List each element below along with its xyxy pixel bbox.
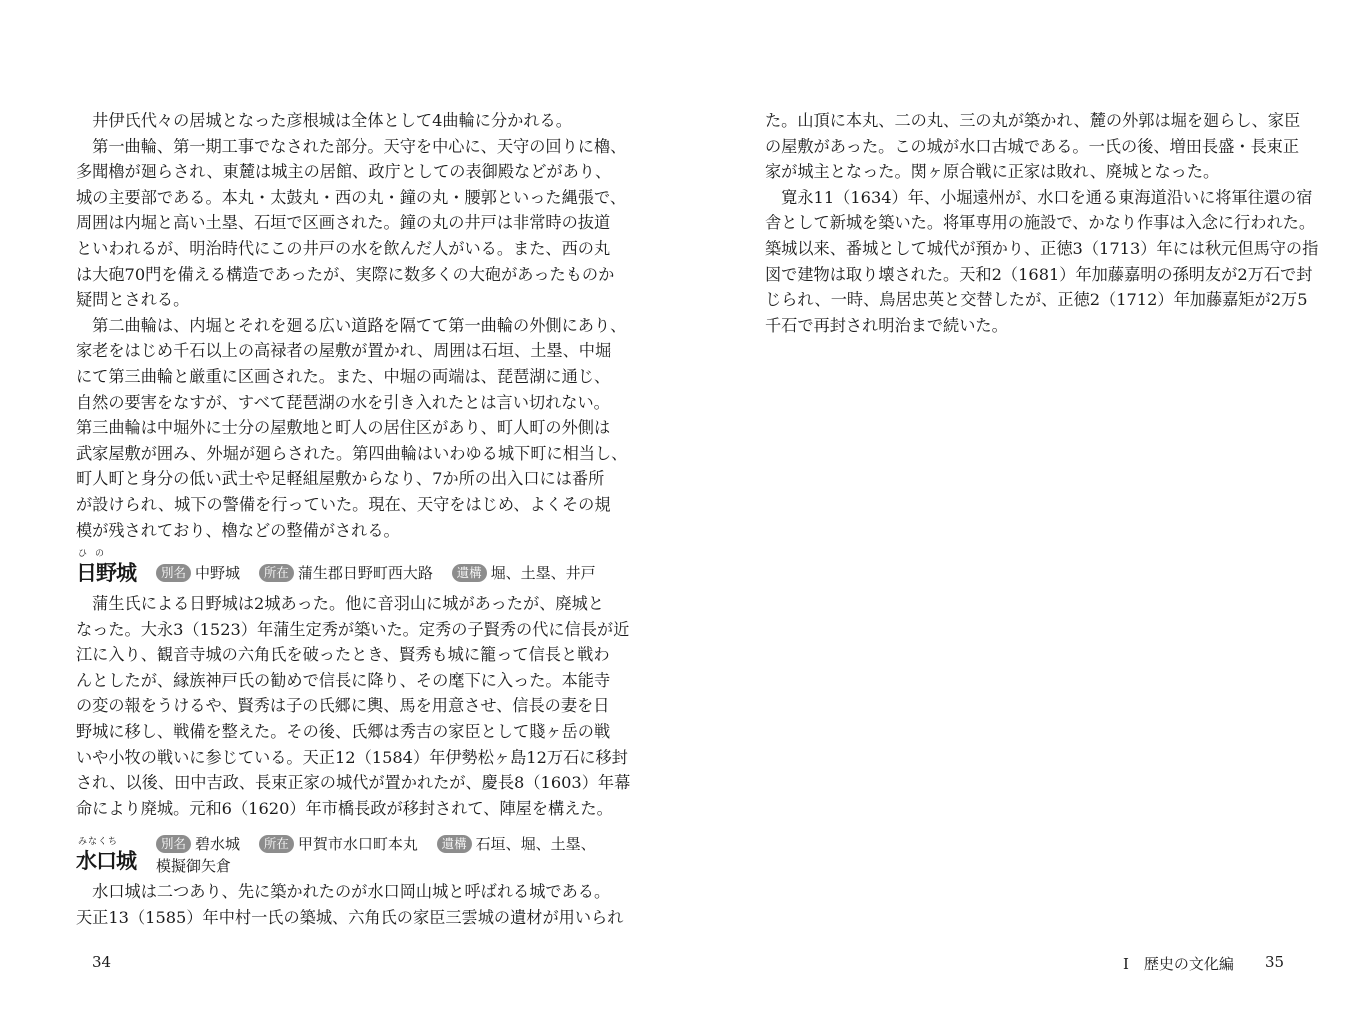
text-line: が設けられ、城下の警備を行っていた。現在、天守をはじめ、よくその規: [76, 494, 611, 514]
hino-castle-heading: [76, 543, 616, 591]
text-line: 多聞櫓が廻らされ、東麓は城主の居館、政庁としての表御殿などがあり、: [76, 162, 612, 182]
text-line: じられ、一時、鳥居忠英と交替したが、正徳2（1712）年加藤嘉矩が2万5: [765, 290, 1308, 310]
text-line: 第三曲輪は中堀外に士分の屋敷地と町人の居住区があり、町人町の外側は: [76, 418, 611, 438]
castle-name-ruby: ひの: [78, 549, 113, 560]
remains-badge: 遺構: [437, 835, 472, 853]
alias-badge: 別名: [156, 564, 191, 582]
castle-name-ruby: みなくち: [78, 837, 119, 848]
text-line: され、以後、田中吉政、長束正家の城代が置かれたが、慶長8（1603）年幕: [76, 773, 631, 793]
text-line: 周囲は内堀と高い土塁、石垣で区画された。鐘の丸の井戸は非常時の抜道: [76, 213, 611, 233]
running-head: Ⅰ 歴史の文化編: [1123, 955, 1234, 973]
castle-name-text: 日野城: [76, 561, 136, 586]
remains-value: 石垣、堀、土塁、: [475, 835, 596, 854]
text-line: 千石で再封され明治まで続いた。: [765, 315, 1008, 335]
text-line: 野城に移し、戦備を整えた。その後、氏郷は秀吉の家臣として賤ヶ岳の戦: [76, 722, 611, 742]
page-number-left: 34: [92, 953, 112, 971]
text-line: は大砲70門を備える構造であったが、実際に数多くの大砲があったものか: [76, 264, 615, 284]
remains-badge: 遺構: [452, 564, 487, 582]
alias-value: 中野城: [195, 564, 241, 583]
text-line: 天正13（1585）年中村一氏の築城、六角氏の家臣三雲城の遺材が用いられ: [76, 908, 624, 928]
text-line: 町人町と身分の低い武士や足軽組屋敷からなり、7か所の出入口には番所: [76, 469, 605, 489]
text-line: 第二曲輪は、内堀とそれを廻る広い道路を隔てて第一曲輪の外側にあり、: [76, 315, 627, 335]
text-line: 水口城は二つあり、先に築かれたのが水口岡山城と呼ばれる城である。: [76, 882, 611, 902]
right-page-body: [765, 108, 1319, 338]
text-line: 命により廃城。元和6（1620）年市橋長政が移封されて、陣屋を構えた。: [76, 798, 613, 818]
page-number-right: 35: [1265, 953, 1285, 971]
text-line: 築城以来、番城として城代が預かり、正徳3（1713）年には秋元但馬守の指: [765, 238, 1319, 258]
text-line: 家老をはじめ千石以上の高禄者の屋敷が置かれ、周囲は石垣、土塁、中堀: [76, 341, 612, 361]
remains-value-continued: 模擬御矢倉: [156, 857, 232, 876]
text-line: 家が城主となった。関ヶ原合戦に正家は敗れ、廃城となった。: [765, 162, 1220, 182]
text-line: の変の報をうけるや、賢秀は子の氏郷に輿、馬を用意させ、信長の妻を日: [76, 696, 610, 716]
location-badge: 所在: [259, 835, 294, 853]
text-line: 第一曲輪、第一期工事でなされた部分。天守を中心に、天守の回りに櫓、: [76, 136, 627, 156]
text-line: た。山頂に本丸、二の丸、三の丸が築かれ、麓の外郭は堀を廻らし、家臣: [765, 111, 1301, 130]
remains-value: 堀、土塁、井戸: [490, 564, 596, 583]
text-line: んとしたが、縁族神戸氏の勧めで信長に降り、その麾下に入った。本能寺: [76, 670, 611, 690]
text-line: いや小牧の戦いに参じている。天正12（1584）年伊勢松ヶ島12万石に移封: [76, 747, 628, 767]
location-value: 甲賀市水口町本丸: [297, 835, 418, 854]
text-line: といわれるが、明治時代にこの井戸の水を飲んだ人がいる。また、西の丸: [76, 238, 611, 258]
minakuchi-body: [76, 879, 624, 930]
castle-meta: [156, 833, 596, 877]
alias-badge: 別名: [156, 835, 191, 853]
hino-body: [76, 591, 631, 821]
text-line: 疑問とされる。: [76, 290, 190, 310]
text-line: 武家屋敷が囲み、外堀が廻らされた。第四曲輪はいわゆる城下町に相当し、: [76, 443, 628, 463]
text-line: 図で建物は取り壊された。天和2（1681）年加藤嘉明の孫明友が2万石で封: [765, 264, 1313, 284]
castle-name-text: 水口城: [76, 849, 136, 874]
text-line: 井伊氏代々の居城となった彦根城は全体として4曲輪に分かれる。: [76, 111, 572, 130]
hikone-intro: [76, 108, 628, 543]
minakuchi-castle-heading: [76, 821, 616, 879]
text-line: にて第三曲輪と厳重に区画された。また、中堀の両端は、琵琶湖に通じ、: [76, 366, 611, 386]
text-line: の屋敷があった。この城が水口古城である。一氏の後、増田長盛・長束正: [765, 136, 1300, 156]
text-line: 寛永11（1634）年、小堀遠州が、水口を通る東海道沿いに将軍往還の宿: [765, 187, 1313, 207]
text-line: 模が残されており、櫓などの整備がされる。: [76, 520, 400, 540]
text-line: 自然の要害をなすが、すべて琵琶湖の水を引き入れたとは言い切れない。: [76, 392, 610, 412]
text-line: 江に入り、観音寺城の六角氏を破ったとき、賢秀も城に籠って信長と戦わ: [76, 645, 610, 665]
text-line: なった。大永3（1523）年蒲生定秀が築いた。定秀の子賢秀の代に信長が近: [76, 619, 630, 639]
castle-meta: [156, 563, 596, 583]
location-badge: 所在: [259, 564, 294, 582]
text-line: 城の主要部である。本丸・太鼓丸・西の丸・鐘の丸・腰郭といった縄張で、: [76, 187, 627, 207]
text-line: 蒲生氏による日野城は2城あった。他に音羽山に城があったが、廃城と: [76, 594, 604, 614]
text-line: 舎として新城を築いた。将軍専用の施設で、かなり作事は入念に行われた。: [765, 213, 1316, 233]
castle-name-minakuchi: [76, 837, 136, 874]
location-value: 蒲生郡日野町西大路: [297, 564, 433, 583]
castle-name-hino: [76, 549, 136, 586]
left-page-body: [76, 108, 631, 931]
alias-value: 碧水城: [195, 835, 241, 854]
